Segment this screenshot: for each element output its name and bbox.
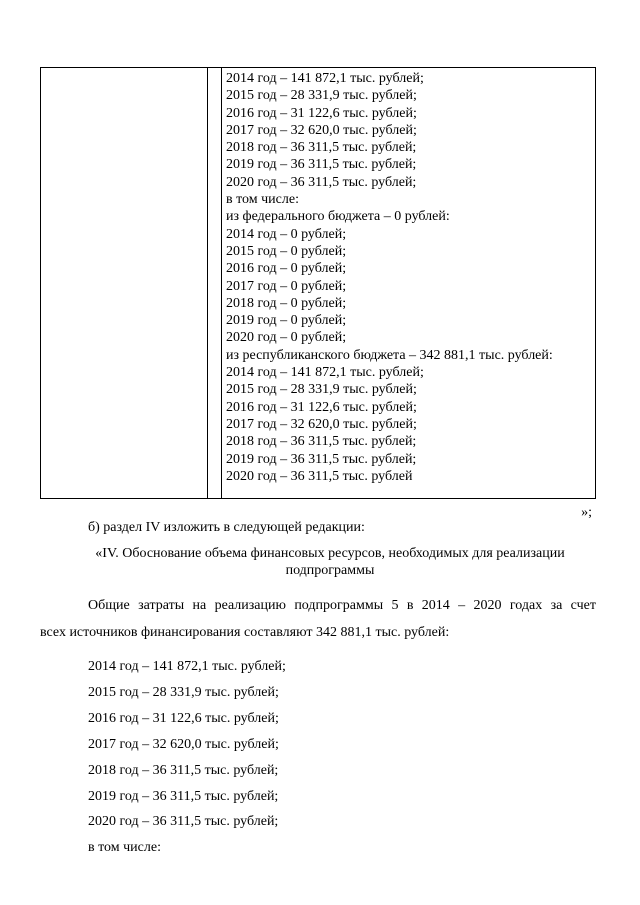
table-line: из федерального бюджета – 0 рублей: <box>226 209 450 225</box>
table-line: 2014 год – 141 872,1 тыс. рублей; <box>226 71 424 86</box>
table-line: 2016 год – 31 122,6 тыс. рублей; <box>226 105 417 121</box>
list-item: в том числе: <box>88 840 161 856</box>
list-item: 2018 год – 36 311,5 тыс. рублей; <box>88 762 279 778</box>
table-line: в том числе: <box>226 192 299 208</box>
list-item: 2016 год – 31 122,6 тыс. рублей; <box>88 710 279 726</box>
table-cell-label <box>41 68 208 498</box>
list-item: 2017 год – 32 620,0 тыс. рублей; <box>88 736 279 752</box>
funding-list <box>88 654 286 861</box>
table-line: 2014 год – 141 872,1 тыс. рублей; <box>226 365 424 381</box>
list-item: 2014 год – 141 872,1 тыс. рублей; <box>88 659 286 674</box>
table-line: 2020 год – 0 рублей; <box>226 330 347 346</box>
table-line: 2019 год – 36 311,5 тыс. рублей; <box>226 157 417 173</box>
table-line: 2015 год – 28 331,9 тыс. рублей; <box>226 382 417 398</box>
table-closing-quote: »; <box>581 505 592 520</box>
table-line: 2017 год – 32 620,0 тыс. рублей; <box>226 416 417 432</box>
table-line: 2014 год – 0 рублей; <box>226 226 347 242</box>
table-line: из республиканского бюджета – 342 881,1 тыс. рублей: <box>226 347 553 363</box>
table-line: 2018 год – 0 рублей; <box>226 295 347 311</box>
table-line: 2015 год – 28 331,9 тыс. рублей; <box>226 88 417 104</box>
table-line: 2019 год – 0 рублей; <box>226 313 347 329</box>
list-item: 2019 год – 36 311,5 тыс. рублей; <box>88 788 279 804</box>
table-cell-content <box>226 70 591 485</box>
table-line: 2016 год – 0 рублей; <box>226 261 347 277</box>
table-cell-spacer <box>208 68 222 498</box>
body-paragraph-line-1: Общие затраты на реализацию подпрограммы 5 в 2014 – 2020 годах за счет <box>88 598 596 613</box>
table-line: 2016 год – 31 122,6 тыс. рублей; <box>226 399 417 415</box>
table-line: 2015 год – 0 рублей; <box>226 243 347 259</box>
table-line: 2017 год – 0 рублей; <box>226 278 347 294</box>
table-line: 2020 год – 36 311,5 тыс. рублей; <box>226 174 417 190</box>
section-b-paragraph: б) раздел IV изложить в следующей редакции: <box>88 520 365 535</box>
funding-table <box>40 67 596 499</box>
body-paragraph-line-2: всех источников финансирования составляют 342 881,1 тыс. рублей: <box>40 625 450 640</box>
section-heading: «IV. Обоснование объема финансовых ресурсов, необходимых для реализации подпрограммы <box>95 546 565 578</box>
table-line: 2018 год – 36 311,5 тыс. рублей; <box>226 434 417 450</box>
list-item: 2020 год – 36 311,5 тыс. рублей; <box>88 814 279 830</box>
list-item: 2015 год – 28 331,9 тыс. рублей; <box>88 684 279 700</box>
table-line: 2018 год – 36 311,5 тыс. рублей; <box>226 140 417 156</box>
table-line: 2019 год – 36 311,5 тыс. рублей; <box>226 451 417 467</box>
table-line: 2017 год – 32 620,0 тыс. рублей; <box>226 122 417 138</box>
table-line: 2020 год – 36 311,5 тыс. рублей <box>226 468 413 484</box>
